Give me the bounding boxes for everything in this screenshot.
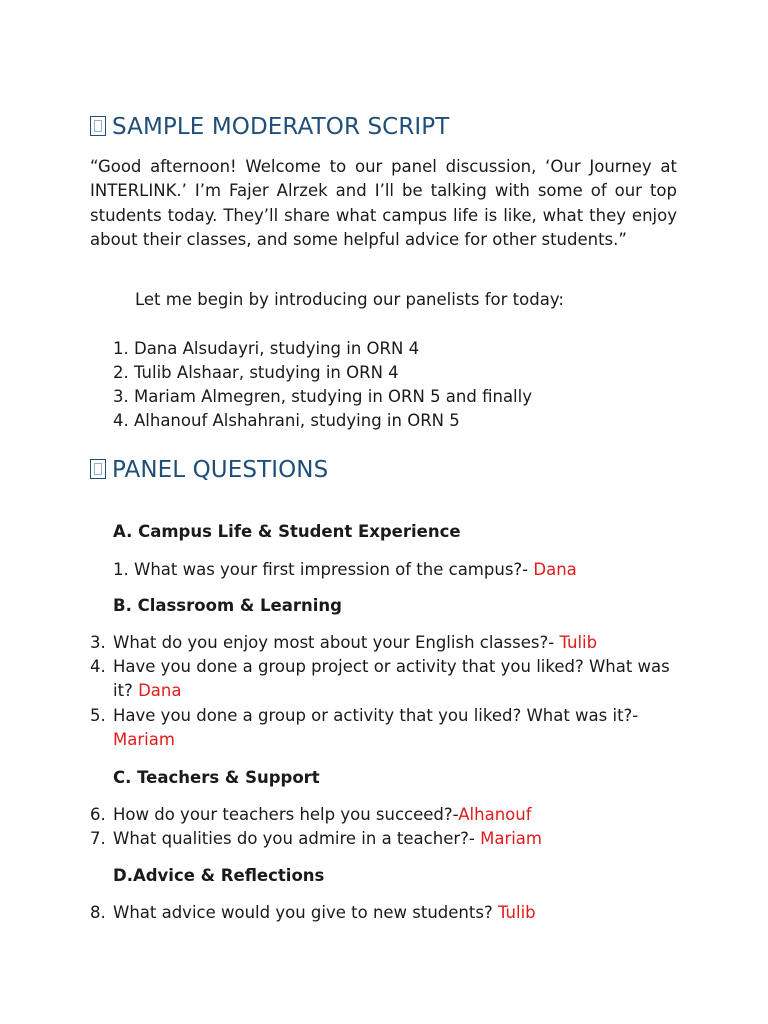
checkbox-glyph-icon bbox=[90, 116, 106, 136]
question-number: 1. bbox=[113, 560, 129, 579]
question-item bbox=[90, 631, 680, 655]
panelist-item: 3. Mariam Almegren, studying in ORN 5 and finally bbox=[113, 387, 532, 406]
script-heading-title: SAMPLE MODERATOR SCRIPT bbox=[112, 114, 450, 140]
question-number: 5. bbox=[90, 706, 106, 725]
panelist-list bbox=[113, 337, 532, 433]
questions-heading-title: PANEL QUESTIONS bbox=[112, 457, 329, 483]
section-b-title: B. Classroom & Learning bbox=[113, 596, 342, 615]
lead-sentence: Let me begin by introducing our panelists for today: bbox=[135, 290, 564, 309]
questions-heading bbox=[90, 457, 328, 483]
section-a-title: A. Campus Life & Student Experience bbox=[113, 522, 461, 541]
panelist-name: Mariam bbox=[480, 829, 542, 848]
question-text: What was your first impression of the campus?- bbox=[134, 560, 534, 579]
question-item bbox=[90, 827, 680, 851]
question-number: 8. bbox=[90, 903, 106, 922]
panelist-name: Tulib bbox=[559, 633, 598, 652]
question-text: What qualities do you admire in a teacher?- bbox=[113, 829, 481, 848]
panelist-name: Dana bbox=[138, 681, 182, 701]
section-c-title: C. Teachers & Support bbox=[113, 768, 320, 787]
question-text: What advice would you give to new students? bbox=[113, 903, 498, 922]
question-item bbox=[90, 803, 680, 827]
question-number: 6. bbox=[90, 805, 106, 824]
panelist-name: Dana bbox=[533, 560, 577, 579]
panelist-item: 2. Tulib Alshaar, studying in ORN 4 bbox=[113, 363, 399, 382]
question-text: How do your teachers help you succeed?- bbox=[113, 805, 459, 824]
script-heading bbox=[90, 114, 449, 140]
panelist-name: Tulib bbox=[497, 903, 536, 922]
question-number: 4. bbox=[90, 657, 106, 676]
checkbox-glyph-icon bbox=[90, 459, 106, 479]
question-item bbox=[90, 655, 680, 704]
question-text: Have you done a group or activity that you liked? What was it?- bbox=[113, 706, 639, 725]
panelist-item: 4. Alhanouf Alshahrani, studying in ORN 5 bbox=[113, 411, 460, 430]
question-text: What do you enjoy most about your English classes?- bbox=[113, 633, 560, 652]
panelist-name: Alhanouf bbox=[458, 805, 532, 824]
section-d-title: D.Advice & Reflections bbox=[113, 866, 325, 885]
question-item bbox=[90, 704, 680, 753]
question-number: 7. bbox=[90, 829, 106, 848]
question-item bbox=[90, 901, 680, 925]
panelist-name: Mariam bbox=[113, 730, 175, 750]
question-number: 3. bbox=[90, 633, 106, 652]
question-text: Have you done a group project or activity that you liked? What was it? bbox=[113, 657, 670, 701]
question-item bbox=[113, 558, 683, 582]
intro-paragraph: “Good afternoon! Welcome to our panel discussion, ‘Our Journey at INTERLINK.’ I’m Fajer Alrzek and I’ll be talking with some of our top students today. They’ll share what campus life is like, what they enjoy about their classes, and some helpful advice for other students.” bbox=[90, 157, 677, 249]
panelist-item: 1. Dana Alsudayri, studying in ORN 4 bbox=[113, 339, 420, 358]
